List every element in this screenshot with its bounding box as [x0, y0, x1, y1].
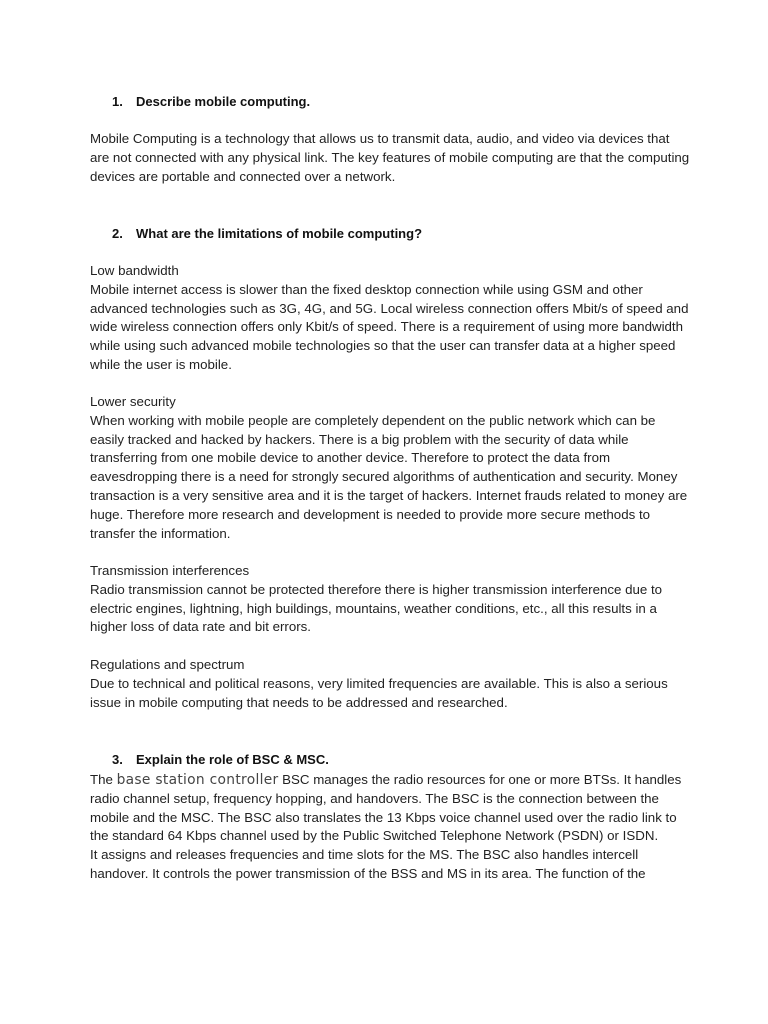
question-1-answer: Mobile Computing is a technology that allows us to transmit data, audio, and video via devices that are not connected with any physical link. The key features of mobile computing are that the computing devices are portable and connected over a network.: [90, 131, 690, 184]
limitation-heading: Lower security: [90, 394, 176, 409]
limitation-heading: Transmission interferences: [90, 563, 250, 578]
question-1-heading: [112, 93, 712, 112]
limitation-body: When working with mobile people are completely dependent on the public network which can be easily tracked and hacked by hackers. There is a big problem with the security of data while transferring from one mobile device to another device. Therefore to protect the data from eavesdropping there is a need for strongly secured algorithms of authentication and security. Money transaction is a very sensitive area and it is the target of hackers. Internet frauds related to money are huge. Therefore more research and development is needed to provide more secure methods to transfer the information.: [90, 412, 688, 541]
question-3-answer: [90, 771, 690, 884]
bsc-paragraph-2: It assigns and releases frequencies and time slots for the MS. The BSC also handles intercell handover. It controls the power transmission of the BSS and MS in its area. The function of the: [90, 847, 646, 881]
bsc-intro-rest: BSC manages the radio resources for one or more BTSs. It handles radio channel setup, frequency hopping, and handovers. The BSC is the connection between the mobile and the MSC. The BSC also translates the 13 Kbps voice channel used over the radio link to the standard 64 Kbps channel used by the Public Switched Telephone Network (PSDN) or ISDN.: [90, 772, 682, 844]
limitation-heading: Regulations and spectrum: [90, 657, 245, 672]
question-3-number: 3.: [112, 752, 123, 767]
limitation-body: Due to technical and political reasons, very limited frequencies are available. This is also a serious issue in mobile computing that needs to be addressed and researched.: [90, 675, 668, 710]
question-1-title: Describe mobile computing.: [136, 94, 311, 109]
bsc-intro-prefix: The: [90, 772, 117, 787]
bsc-term: base station controller: [116, 772, 279, 788]
limitation-regulations-spectrum: [90, 656, 690, 712]
limitation-heading: Low bandwidth: [90, 263, 179, 278]
question-2-number: 2.: [112, 226, 123, 241]
limitation-lower-security: [90, 393, 690, 543]
limitation-body: Mobile internet access is slower than the fixed desktop connection while using GSM and other advanced technologies such as 3G, 4G, and 5G. Local wireless connection offers Mbit/s of speed and wide wireless connection offers only Kbit/s of speed. There is a requirement of using more bandwidth while using such advanced mobile technologies so that the user can transfer data at a higher speed while the user is mobile.: [90, 281, 689, 372]
limitation-low-bandwidth: [90, 262, 690, 375]
limitation-transmission-interferences: [90, 562, 690, 637]
question-1-number: 1.: [112, 94, 123, 109]
limitation-body: Radio transmission cannot be protected therefore there is higher transmission interference due to electric engines, lightning, high buildings, mountains, weather conditions, etc., all this results in a higher loss of data rate and bit errors.: [90, 581, 663, 635]
question-2-title: What are the limitations of mobile computing?: [136, 226, 423, 241]
bsc-intro-paragraph: [90, 771, 690, 846]
question-3-title: Explain the role of BSC & MSC.: [136, 752, 329, 767]
question-3-heading: [112, 751, 712, 770]
question-2-heading: [112, 225, 712, 244]
